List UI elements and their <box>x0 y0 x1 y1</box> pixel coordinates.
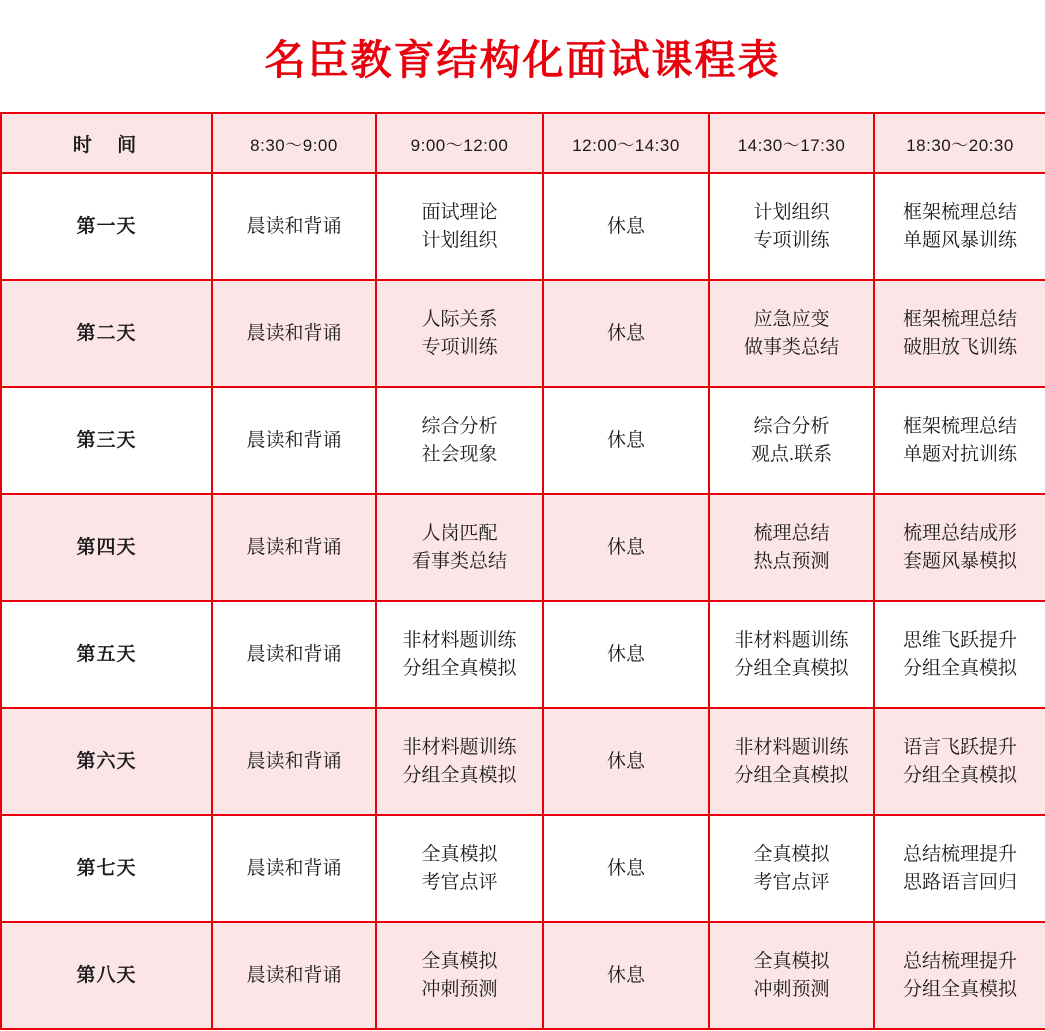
column-header-time: 时 间 <box>1 113 212 173</box>
cell: 人岗匹配 看事类总结 <box>376 494 543 601</box>
cell: 晨读和背诵 <box>212 922 376 1029</box>
row-day-label: 第二天 <box>1 280 212 387</box>
cell: 晨读和背诵 <box>212 601 376 708</box>
table-row <box>1 601 1045 708</box>
cell: 晨读和背诵 <box>212 494 376 601</box>
cell: 晨读和背诵 <box>212 173 376 280</box>
schedule-table-body <box>1 113 1045 1029</box>
column-header-slot-1: 8:30～9:00 <box>212 113 376 173</box>
row-day-label: 第八天 <box>1 922 212 1029</box>
cell: 综合分析 社会现象 <box>376 387 543 494</box>
table-row <box>1 708 1045 815</box>
cell: 晨读和背诵 <box>212 387 376 494</box>
row-day-label: 第四天 <box>1 494 212 601</box>
cell: 人际关系 专项训练 <box>376 280 543 387</box>
cell: 休息 <box>543 922 709 1029</box>
cell: 框架梳理总结 单题风暴训练 <box>874 173 1045 280</box>
cell: 面试理论 计划组织 <box>376 173 543 280</box>
table-row <box>1 815 1045 922</box>
cell: 晨读和背诵 <box>212 708 376 815</box>
cell: 休息 <box>543 280 709 387</box>
cell: 非材料题训练 分组全真模拟 <box>376 601 543 708</box>
cell: 计划组织 专项训练 <box>709 173 874 280</box>
cell: 非材料题训练 分组全真模拟 <box>709 601 874 708</box>
table-row <box>1 387 1045 494</box>
table-row <box>1 922 1045 1029</box>
cell: 框架梳理总结 破胆放飞训练 <box>874 280 1045 387</box>
cell: 语言飞跃提升 分组全真模拟 <box>874 708 1045 815</box>
row-day-label: 第五天 <box>1 601 212 708</box>
cell: 总结梳理提升 思路语言回归 <box>874 815 1045 922</box>
row-day-label: 第一天 <box>1 173 212 280</box>
cell: 休息 <box>543 601 709 708</box>
row-day-label: 第七天 <box>1 815 212 922</box>
table-row <box>1 173 1045 280</box>
table-row <box>1 494 1045 601</box>
cell: 总结梳理提升 分组全真模拟 <box>874 922 1045 1029</box>
cell: 框架梳理总结 单题对抗训练 <box>874 387 1045 494</box>
cell: 晨读和背诵 <box>212 815 376 922</box>
table-row <box>1 280 1045 387</box>
cell: 休息 <box>543 815 709 922</box>
cell: 综合分析 观点.联系 <box>709 387 874 494</box>
cell: 思维飞跃提升 分组全真模拟 <box>874 601 1045 708</box>
cell: 非材料题训练 分组全真模拟 <box>709 708 874 815</box>
cell: 应急应变 做事类总结 <box>709 280 874 387</box>
row-day-label: 第三天 <box>1 387 212 494</box>
cell: 休息 <box>543 708 709 815</box>
cell: 全真模拟 冲刺预测 <box>376 922 543 1029</box>
cell: 全真模拟 考官点评 <box>709 815 874 922</box>
cell: 非材料题训练 分组全真模拟 <box>376 708 543 815</box>
column-header-slot-2: 9:00～12:00 <box>376 113 543 173</box>
row-day-label: 第六天 <box>1 708 212 815</box>
column-header-slot-5: 18:30～20:30 <box>874 113 1045 173</box>
cell: 休息 <box>543 494 709 601</box>
cell: 梳理总结 热点预测 <box>709 494 874 601</box>
cell: 休息 <box>543 173 709 280</box>
cell: 全真模拟 考官点评 <box>376 815 543 922</box>
schedule-table <box>0 112 1045 1030</box>
cell: 晨读和背诵 <box>212 280 376 387</box>
cell: 梳理总结成形 套题风暴模拟 <box>874 494 1045 601</box>
column-header-slot-4: 14:30～17:30 <box>709 113 874 173</box>
cell: 休息 <box>543 387 709 494</box>
table-header-row <box>1 113 1045 173</box>
page-title: 名臣教育结构化面试课程表 <box>264 36 781 83</box>
column-header-slot-3: 12:00～14:30 <box>543 113 709 173</box>
cell: 全真模拟 冲刺预测 <box>709 922 874 1029</box>
title-bar <box>0 0 1045 112</box>
